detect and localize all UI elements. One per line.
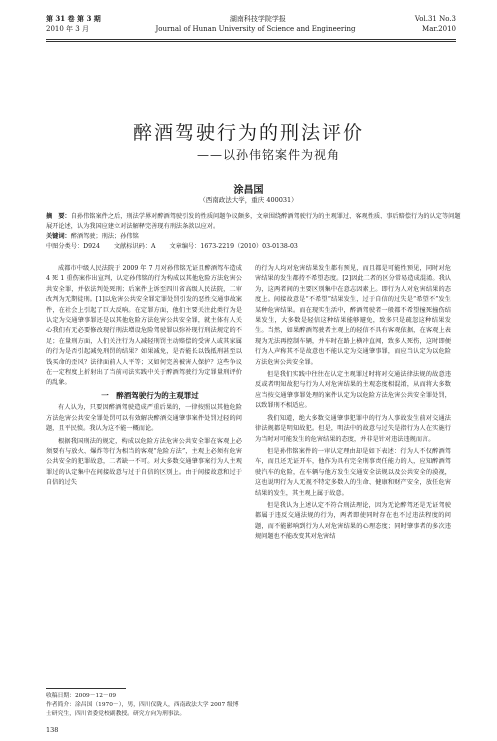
footnote [46, 692, 242, 719]
paragraph: 根据我国刑法的规定，构成以危险方法危害公共安全罪在客观上必须要有与放火、爆炸等行为相当的客观“危险方法”，主观上必须有危害公共安全的犯罪故意，二者缺一不可。对大多数交通肇事案行为人主观罪过的认定集中在间接故意与过于自信的区别上。由于间接故意和过于自信的过失 [46, 437, 242, 487]
running-header [46, 14, 456, 34]
classification-ids [46, 242, 466, 252]
footnote-rule [46, 688, 126, 689]
page-number: 138 [46, 726, 59, 734]
journal-title-en: Journal of Hunan University of Science and Engineering [155, 25, 356, 33]
section-heading: 一 醉酒驾驶行为的主观罪过 [101, 390, 199, 400]
left-column [46, 264, 242, 491]
abstract-text: 自孙伟铭案件之后，刑法学界对醉酒驾驶引发的性质问题争议颇多，文章围绕醉酒驾驶行为的主观罪过、客观性质、事后赔偿行为的认定等问题展开论述，认为我国应建立对法解释完善现有刑法条款以应对。 [46, 213, 461, 230]
paragraph: 成都市中级人民法院于 2009 年 7 月对孙伟铭无证且醉酒驾车造成 4 死 1 重伤案作出宣判，认定孙伟铭的行为构成以其他危险方法危害公共安全罪，并依法判处死刑；后案件上诉至四川省高级人民法院，二审改判为无期徒刑。[1]以危害公共安全罪定罪处罚引发的恶性交通事故案件，在社会上引起了巨大反响。在定罪方面，他们主要关注此类行为是认定为交通肇事罪还是以其他危险方法危害公共安全罪，就主体有人关心我们有无必要修改现行刑法增设危险驾驶罪以弥补现行刑法规定的不足；在量刑方面，人们关注行为人减轻刑罚主动赔偿的受害人或其家属的行为是否引起减免刑罚的结果？如果减免，是否能长以钱抵刑甚至以钱买命的歪风？法律面前人人平等；又如何完善被害人保护？这些争议在一定程度上折射出了当前司法实践中关于醉酒驾驶行为定罪量刑评价的乱象。 [46, 265, 242, 387]
keywords-label: 关键词： [46, 233, 71, 240]
issue-info: 第 31 卷 第 3 期 [46, 14, 101, 23]
paragraph: 的行为人均对危害结果发生都有预见，而且都是可能性预见，同时对危害结果的发生都持不希望态度。[2]因此二者的区分常易造成混淆。我认为，这两者间的主要区别集中在意志因素上。即行为人对危害结果的态度上。间接故意是“不希望”结果发生，过于自信的过失是“希望不”发生某种危害结果。而在现实生活中，醉酒驾驶者一般都不希望撞死撞伤结果发生，大多数是轻信这种结果能够避免，致多只是疏忽这种结果发生。当然，如果醉酒驾驶者主观上的轻信不具有客观依据，在客观上表现为无法再控制车辆，并车时在路上横冲直闯，致多人死伤，这时即便行为人声称其不是故意也不能认定为交通肇事罪，而应当认定为以危险方法危害公共安全罪。 [255, 265, 451, 366]
affiliation: （西南政法大学，重庆 400031） [199, 196, 298, 204]
article-number: 文章编号：1673-2219（2010）03-0138-03 [169, 243, 298, 250]
date-en: Mar.2010 [422, 25, 456, 33]
abstract-label: 摘 要： [46, 213, 71, 220]
keywords-text: 醉酒驾驶；刑法；孙伟铭 [70, 233, 139, 240]
clc-number: 中图分类号：D924 [46, 243, 100, 250]
author-bio: 作者简介：涂昌国（1970－），男，四川仪陇人，西南政法大学 2007 级博士研究生，四川省委党校副教授。研究方向为刑事法。 [46, 702, 239, 717]
header-rule [46, 39, 456, 40]
keywords [46, 232, 466, 242]
paragraph: 我们知道，绝大多数交通肇事犯罪中的行为人事故发生前对交通法律法规都是明知故犯。但是，明法中的故意与过失是指行为人在实施行为当时对可能发生的危害结果的态度，并非是针对违法违规而言。 [255, 414, 451, 443]
paragraph: 但是我们实践中往往在认定主观罪过时将对交通法律法规的故意违反或者明知故犯与行为人对危害结果的主观态度相混淆，从而将大多数应当按交通肇事罪处理的案件认定为以危险方法危害公共安全罪处罚，以致罪刑不相适应。 [255, 371, 451, 410]
right-column [255, 264, 451, 545]
header-rule-thin [46, 41, 456, 42]
journal-title-cn: 湖南科技学院学报 [229, 15, 286, 23]
abstract [46, 212, 466, 232]
paragraph: 有人认为，只要因醉酒驾驶造成严重后果的，一律按照以其他危险方法危害公共安全罪处罚可以有效解决醉酒交通肇事案件处罚过轻的问题，且平民愤。我认为这不能一概而论。 [46, 404, 242, 433]
received-date: 收稿日期：2009－12－09 [46, 693, 117, 699]
article-subtitle: ——以孙伟铭案件为视角 [196, 148, 340, 162]
article-title: 醉酒驾驶行为的刑法评价 [132, 122, 364, 144]
date-cn: 2010 年 3 月 [46, 25, 89, 33]
paragraph: 但是我认为上述认定不符合刑法理论，因为无论醉驾还是无证驾驶都属于违反交通法规的行为，两者即使同时存在也不过违法程度的问题，而不能影响到行为人对危害结果的心理态度；同时肇事者的多次违规问题也不能改变其对危害结 [255, 501, 451, 541]
document-code: 文献标识码：A [113, 243, 156, 250]
volume-info: Vol.31 No.3 [414, 15, 456, 23]
author-name: 涂昌国 [233, 185, 264, 196]
paragraph: 但是孙伟铭案件的一审认定理由却是如下表述：行为人不仅醉酒驾车，而且还无证开车，他作为具有完全刑事责任能力的人，应知醉酒驾驶汽车的危险，在车辆与他方发生交通安全法规以及公共安全的漠视，这也说明行为人无视不特定多数人的生命、健康和财产安全，放任危害结果的发生，其主观上属于故意。 [255, 447, 451, 497]
